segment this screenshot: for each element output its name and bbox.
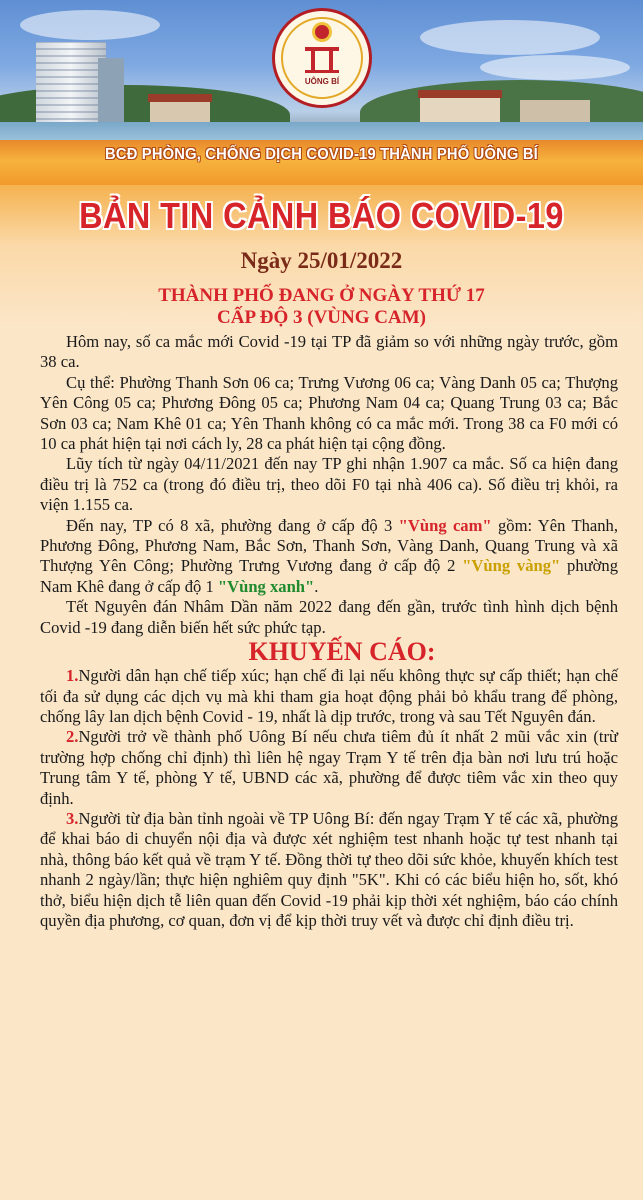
warning-item-number: 1. (66, 666, 79, 686)
building (420, 96, 500, 124)
lake (0, 122, 643, 142)
tower-building (36, 42, 106, 134)
warning-item-number: 3. (66, 808, 79, 828)
organization-name: BCĐ PHÒNG, CHỐNG DỊCH COVID-19 THÀNH PHỐ UÔNG BÍ (105, 146, 538, 163)
zones-text: gồm: Yên Thanh, Phương Đông, Phương Nam, Bắc Sơn, Thanh Sơn, Vàng Danh, Quang Trung và xã Thượng Yên Công; Phường Trưng Vương đang ở cấp độ 2 (40, 515, 619, 576)
yellow-zone-label: "Vùng vàng" (462, 556, 561, 576)
cloud (420, 20, 600, 55)
paragraph-zones (40, 516, 618, 598)
warning-item-text: Người dân hạn chế tiếp xúc; hạn chế đi lại nếu không thực sự cấp thiết; hạn chế tối đa sử dụng các dịch vụ mà khi tham gia hoạt động phải bỏ khẩu trang để phòng, chống lây lan dịch bệnh Covid - 19, nhất là dịp trước, trong và sau Tết Nguyên đán. (40, 666, 618, 726)
building (150, 100, 210, 124)
status-day: THÀNH PHỐ ĐANG Ở NGÀY THỨ 17 (158, 285, 485, 306)
building (520, 100, 590, 124)
gate-icon (305, 47, 339, 73)
warning-item-number: 2. (66, 727, 79, 747)
bulletin-body (40, 332, 618, 931)
warning-item (40, 666, 618, 727)
status-level: CẤP ĐỘ 3 (VÙNG CAM) (217, 307, 426, 328)
warning-title: KHUYẾN CÁO: (248, 637, 436, 667)
header-cityscape (0, 0, 643, 185)
roof (148, 94, 212, 102)
bulletin-date: Ngày 25/01/2022 (240, 248, 403, 273)
paragraph-tet: Tết Nguyên đán Nhâm Dần năm 2022 đang đến gần, trước tình hình dịch bệnh Covid -19 đang diễn biến hết sức phức tạp. (40, 597, 618, 637)
cloud (480, 55, 630, 80)
warning-item (40, 809, 618, 931)
zones-text: phường Nam Khê đang ở cấp độ 1 (40, 556, 618, 596)
zones-text: Đến nay, TP có 8 xã, phường đang ở cấp độ 3 (66, 515, 399, 535)
bulletin-title: BẢN TIN CẢNH BÁO COVID-19 (79, 195, 564, 236)
paragraph-cumulative: Lũy tích từ ngày 04/11/2021 đến nay TP ghi nhận 1.907 ca mắc. Số ca hiện đang điều trị là 752 ca (trong đó điều trị, theo dõi F0 tại nhà 406 ca). Số điều trị khỏi, ra viện 1.155 ca. (40, 454, 618, 515)
orange-zone-label: "Vùng cam" (398, 515, 492, 535)
city-emblem-logo (272, 8, 372, 108)
roof (418, 90, 502, 98)
warning-item-text: Người từ địa bàn tỉnh ngoài về TP Uông Bí: đến ngay Trạm Y tế các xã, phường để khai báo di chuyển nội địa và được xét nghiệm test nhanh hoặc tự test nhanh tại nhà, thông báo kết quả về trạm Y tế. Đồng thời tự theo dõi sức khỏe, khuyến khích test nhanh 2 ngày/lần; thực hiện nghiêm quy định "5K". Khi có các biểu hiện ho, sốt, khó thở, biểu hiện dịch tễ liên quan đến Covid -19 phải kịp thời xét nghiệm, báo cáo chính quyền địa phương, cơ quan, đơn vị để kịp thời truy vết và được chỉ định điều trị. (40, 808, 618, 930)
warning-item-text: Người trở về thành phố Uông Bí nếu chưa tiêm đủ ít nhất 2 mũi vắc xin (trừ trường hợp chống chỉ định) thì liên hệ ngay Trạm Y tế trên địa bàn nơi lưu trú hoặc Trung tâm Y tế, phòng Y tế, UBND các xã, phường để được tiêm vắc xin theo quy định. (40, 727, 618, 808)
paragraph-case-details: Cụ thể: Phường Thanh Sơn 06 ca; Trưng Vương 06 ca; Vàng Danh 05 ca; Thượng Yên Công 05 ca; Phương Đông 05 ca; Phương Nam 04 ca; Quang Trung 03 ca; Bắc Sơn 03 ca; Nam Khê 01 ca; Yên Thanh không có ca mắc mới. Trong 38 ca F0 mới có 10 ca phát hiện tại nơi cách ly, 28 ca phát hiện tại cộng đồng. (40, 372, 618, 454)
flower-icon (315, 25, 329, 39)
cloud (20, 10, 160, 40)
zones-text: . (314, 576, 319, 596)
warning-item (40, 727, 618, 809)
paragraph-new-cases: Hôm nay, số ca mắc mới Covid -19 tại TP đã giảm so với những ngày trước, gồm 38 ca. (40, 332, 618, 372)
green-zone-label: "Vùng xanh" (217, 576, 315, 596)
emblem-name: UÔNG BÍ (304, 77, 340, 86)
